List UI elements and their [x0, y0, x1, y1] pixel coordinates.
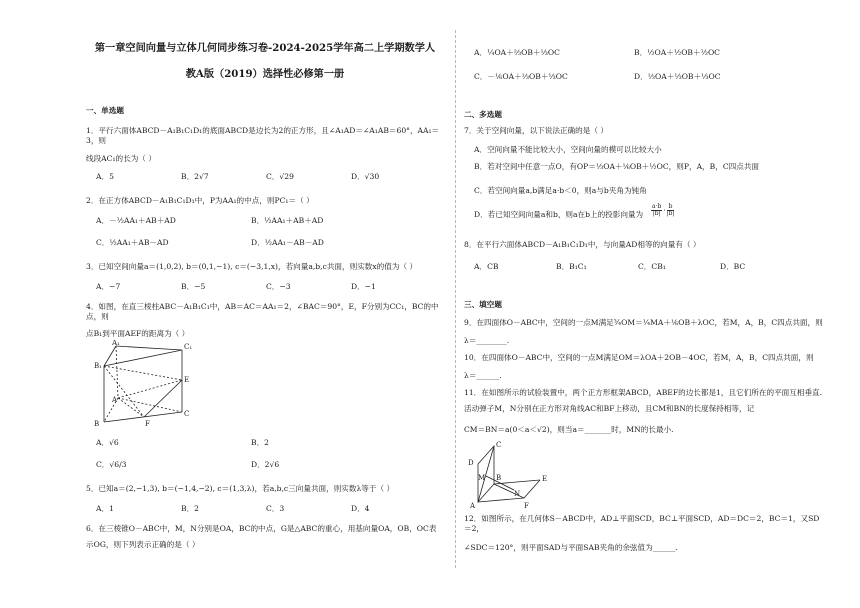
q3-option-b[interactable]: B．−5	[181, 282, 206, 291]
question-2	[86, 196, 444, 206]
q6-option-a[interactable]: A．¼OA＋⅔OB＋⅓OC	[474, 48, 560, 57]
q8-option-b[interactable]: B．B₁C₁	[556, 262, 587, 271]
q1-option-a[interactable]: A．5	[96, 172, 114, 181]
question-2-text: 2．在正方体ABCD－A₁B₁C₁D₁中，P为AA₁的中点，则PC₁＝（ ）	[86, 196, 314, 205]
question-11	[464, 388, 824, 435]
q5-option-c[interactable]: C．3	[266, 504, 285, 513]
label-fig11-D: D	[468, 459, 474, 467]
label-B: B	[94, 420, 100, 428]
question-11-text: 11．在如图所示的试验装置中，两个正方形框架ABCD，ABEF的边长都是1，且它们所在的平面互相垂直.	[464, 388, 823, 397]
question-3-text: 3．已知空间向量a＝(1,0,2), b＝(0,1,−1), c＝(−3,1,x)，若向量a,b,c共面，则实数x的值为（ ）	[86, 262, 418, 271]
label-C1: C₁	[184, 343, 193, 351]
q7-option-c[interactable]: C．若空间向量a,b满足a·b＜0，则a与b夹角为钝角	[474, 186, 647, 195]
q5-option-b[interactable]: B．2	[181, 504, 200, 513]
q8-option-c[interactable]: C．CB₁	[638, 262, 666, 271]
q3-option-d[interactable]: D．−1	[351, 282, 376, 291]
question-8	[464, 240, 824, 250]
question-6-text-cont: 示OG，则下列表示正确的是（ ）	[86, 540, 200, 550]
question-7-text: 7．关于空间向量，以下说法正确的是（ ）	[464, 126, 608, 135]
question-12-text: 12．如图所示，在几何体S－ABCD中，AD⊥平面SCD，BC⊥平面SCD，AD＝DC＝2，BC＝1，又SD＝2，	[464, 514, 820, 534]
question-5-text: 5．已知a＝(2,−1,3), b＝(−1,4,−2), c＝(1,3,λ)，若a,b,c三向量共面，则实数λ等于（ ）	[86, 484, 395, 493]
exam-title-line1: 第一章空间向量与立体几何同步练习卷-2024-2025学年高二上学期数学人	[94, 42, 436, 54]
question-1	[86, 126, 444, 164]
label-C: C	[184, 410, 190, 418]
q4-option-b[interactable]: B．2	[251, 438, 270, 447]
q5-option-a[interactable]: A．1	[96, 504, 114, 513]
q3-option-a[interactable]: A．−7	[96, 282, 121, 291]
exam-title-line2: 教A版（2019）选择性必修第一册	[185, 68, 345, 80]
q1-option-b[interactable]: B．2√7	[181, 172, 209, 181]
right-column	[464, 0, 824, 608]
q3-option-c[interactable]: C．−3	[266, 282, 291, 291]
question-10	[464, 353, 824, 382]
prism-figure	[94, 340, 198, 430]
label-fig11-M: M	[478, 474, 486, 482]
question-10-text: 10．在四面体O－ABC中，空间的一点M满足OM＝λOA＋2OB－4OC，若M，A，B，C四点共面，则	[464, 353, 814, 362]
question-9-blank[interactable]: λ＝________.	[464, 336, 510, 346]
question-11-text-blank[interactable]: CM＝BN＝a(0＜a＜√2)，则当a＝_______时，MN的长最小.	[464, 424, 674, 434]
label-fig11-N: N	[514, 490, 521, 498]
q6-option-d[interactable]: D．⅓OA＋⅓OB＋⅓OC	[634, 72, 721, 81]
q2-option-b[interactable]: B．½AA₁＋AB＋AD	[251, 216, 324, 225]
question-4	[86, 302, 444, 339]
question-1-text-cont: 线段AC₁的长为（ ）	[86, 153, 156, 163]
question-1-text: 1．平行六面体ABCD－A₁B₁C₁D₁的底面ABCD是边长为2的正方形，且∠A₁AD＝∠A₁AB＝60°，AA₁＝3，则	[86, 126, 440, 146]
label-A: A	[112, 396, 118, 404]
q8-option-d[interactable]: D．BC	[720, 262, 746, 271]
question-5	[86, 484, 444, 494]
column-divider	[455, 30, 456, 568]
question-7	[464, 126, 824, 136]
question-12-blank[interactable]: ∠SDC＝120°，则平面SAD与平面SAB夹角的余弦值为______.	[464, 542, 678, 552]
q1-option-c[interactable]: C．√29	[266, 172, 294, 181]
frame-figure	[464, 440, 554, 512]
q2-option-c[interactable]: C．½AA₁＋AB－AD	[96, 238, 169, 247]
question-8-text: 8．在平行六面体ABCD－A₁B₁C₁D₁中，与向量AD相等的向量有（ ）	[464, 240, 701, 249]
q7-option-b[interactable]: B．若对空间中任意一点O，有OP＝⅓OA＋⅙OB＋½OC，则P，A，B，C四点共面	[474, 162, 760, 171]
question-4-text: 4．如图，在直三棱柱ABC－A₁B₁C₁中，AB＝AC＝AA₁＝2，∠BAC＝90°，E，F分别为CC₁，BC的中点，则	[86, 302, 439, 322]
question-9-text: 9．在四面体O－ABC中，空间的一点M满足¾OM＝¼MA＋⅙OB＋λOC，若M，A，B，C四点共面，则	[464, 318, 823, 327]
label-B1: B₁	[94, 362, 102, 370]
label-fig11-A: A	[470, 502, 476, 510]
label-fig11-C: C	[496, 441, 502, 449]
question-3	[86, 262, 444, 272]
label-A1: A₁	[112, 340, 120, 347]
left-column	[86, 0, 444, 608]
q1-option-d[interactable]: D．√30	[351, 172, 380, 181]
label-fig11-B: B	[496, 474, 502, 482]
question-6-text: 6．在三棱锥O－ABC中，M，N分别是OA，BC的中点，G是△ABC的重心，用基向量OA，OB，OC表	[86, 524, 437, 533]
question-4-text-cont: 点B₁到平面AEF的距离为（ ）	[86, 328, 190, 338]
q7-option-a[interactable]: A．空间向量不能比较大小，空间向量的模可以比较大小	[474, 145, 662, 154]
section-fill-blank: 三、填空题	[464, 300, 502, 309]
q6-option-c[interactable]: C．－⅙OA＋⅓OB＋⅓OC	[474, 72, 568, 81]
section-single-choice: 一、单选题	[86, 106, 124, 115]
q7-option-d[interactable]: D．若已知空间向量a和b，则a在b上的投影向量为	[474, 210, 644, 219]
label-fig11-E: E	[542, 475, 548, 483]
q8-option-a[interactable]: A．CB	[474, 262, 499, 271]
q2-option-d[interactable]: D．½AA₁－AB－AD	[251, 238, 324, 247]
q5-option-d[interactable]: D．4	[351, 504, 370, 513]
label-fig11-F: F	[524, 502, 529, 510]
q2-option-a[interactable]: A．－½AA₁＋AB＋AD	[96, 216, 176, 225]
q4-option-d[interactable]: D．2√6	[251, 460, 280, 469]
label-E: E	[184, 376, 190, 384]
question-6	[86, 524, 444, 551]
question-12	[464, 514, 824, 553]
section-multi-choice: 二、多选题	[464, 110, 502, 119]
q4-option-a[interactable]: A．√6	[96, 438, 119, 447]
q6-option-b[interactable]: B．½OA＋½OB＋½OC	[634, 48, 720, 57]
q4-option-c[interactable]: C．√6/3	[96, 460, 127, 469]
question-11-text-cont: 活动弹子M，N分别在正方形对角线AC和BF上移动，且CM和BN的长度保持相等，记	[464, 404, 755, 414]
label-F: F	[145, 420, 150, 428]
question-10-blank[interactable]: λ＝______.	[464, 371, 502, 381]
question-9	[464, 318, 824, 347]
projection-formula: $\frac{a\cdot b}{|b|}$ · $\frac{b}{|b|}$	[652, 203, 675, 217]
